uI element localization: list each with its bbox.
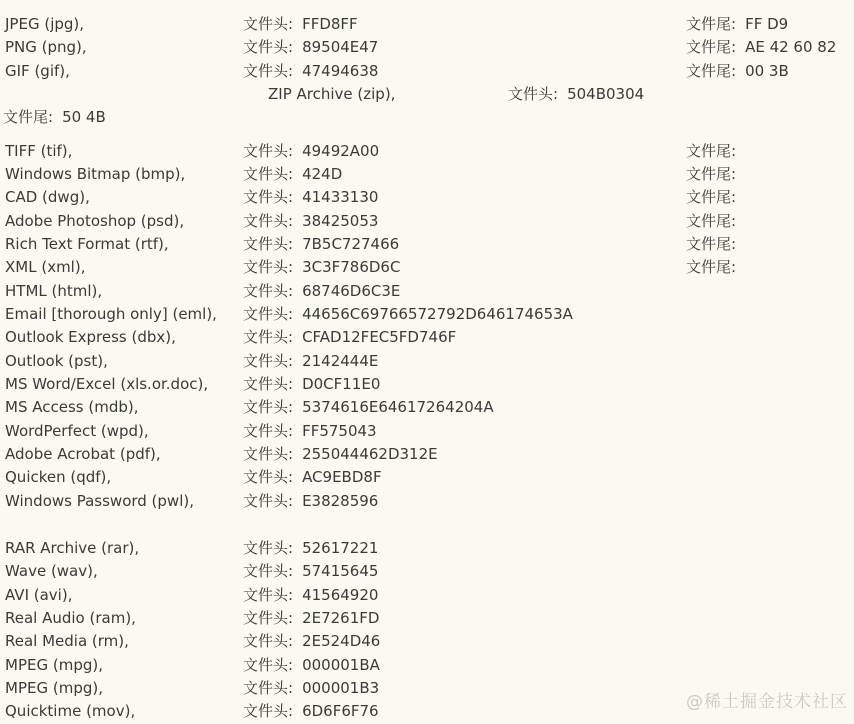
file-header-cell <box>243 654 380 677</box>
file-header-cell <box>243 396 494 419</box>
file-header-cell <box>243 560 378 583</box>
table-row <box>0 607 854 630</box>
table-row <box>0 60 854 83</box>
file-tail-cell <box>686 36 836 59</box>
file-header-cell <box>243 677 379 700</box>
format-name-text: Real Audio (ram), <box>5 608 136 627</box>
file-header-value: 424D <box>302 164 343 183</box>
format-name <box>5 60 70 83</box>
file-header-cell <box>243 36 378 59</box>
format-name <box>268 83 395 106</box>
file-tail-label: 文件尾: <box>686 61 737 80</box>
format-name <box>5 700 135 723</box>
file-tail-value: 00 3B <box>745 61 789 80</box>
file-header-cell <box>243 584 378 607</box>
format-name <box>5 326 176 349</box>
file-tail-label: 文件尾: <box>686 141 737 160</box>
file-header-cell <box>243 326 456 349</box>
file-header-value: 41433130 <box>302 188 379 207</box>
format-name <box>5 466 111 489</box>
format-name <box>5 654 103 677</box>
format-name <box>5 443 161 466</box>
format-name <box>5 677 103 700</box>
file-header-value: 2142444E <box>302 351 379 370</box>
file-signature-table <box>0 13 854 724</box>
file-tail-cell <box>686 60 789 83</box>
format-name <box>5 537 139 560</box>
table-row <box>0 36 854 59</box>
table-row <box>0 280 854 303</box>
table-row <box>0 560 854 583</box>
format-name-text: Real Media (rm), <box>5 632 129 651</box>
file-header-label: 文件头: <box>243 258 294 277</box>
table-row <box>0 420 854 443</box>
file-header-cell <box>243 420 377 443</box>
file-header-value: 68746D6C3E <box>302 281 401 300</box>
format-name <box>5 233 169 256</box>
file-header-label: 文件头: <box>243 188 294 207</box>
format-name <box>5 13 84 36</box>
file-tail-label: 文件尾: <box>686 164 737 183</box>
file-header-cell <box>243 280 400 303</box>
table-row <box>0 106 854 129</box>
table-row <box>0 83 854 106</box>
file-header-value: 44656C69766572792D646174653A <box>302 304 573 323</box>
section <box>0 140 854 513</box>
file-header-value: CFAD12FEC5FD746F <box>302 328 457 347</box>
format-name <box>5 607 136 630</box>
file-header-label: 文件头: <box>243 678 294 697</box>
file-header-label: 文件头: <box>243 304 294 323</box>
table-row <box>0 186 854 209</box>
table-row <box>0 537 854 560</box>
file-header-value: 41564920 <box>302 585 379 604</box>
file-header-label: 文件头: <box>243 15 294 33</box>
table-row <box>0 210 854 233</box>
table-row <box>0 630 854 653</box>
file-header-cell <box>243 466 382 489</box>
table-row <box>0 303 854 326</box>
format-name-text: RAR Archive (rar), <box>5 538 140 557</box>
format-name-text: TIFF (tif), <box>5 141 73 160</box>
file-header-value: 7B5C727466 <box>302 234 400 253</box>
watermark: @稀土掘金技术社区 <box>686 692 848 712</box>
file-header-label: 文件头: <box>243 585 294 604</box>
file-tail-label: 文件尾: <box>686 188 737 207</box>
format-name-text: HTML (html), <box>5 281 103 300</box>
format-name-text: Wave (wav), <box>5 562 98 581</box>
table-row <box>0 140 854 163</box>
format-name-text: AVI (avi), <box>5 585 73 604</box>
file-tail-cell <box>686 140 736 163</box>
format-name <box>5 186 90 209</box>
format-name-text: WordPerfect (wpd), <box>5 421 149 440</box>
format-name-text: Quicktime (mov), <box>5 702 136 721</box>
file-header-label: 文件头: <box>243 444 294 463</box>
table-row <box>0 443 854 466</box>
file-header-cell <box>243 140 379 163</box>
file-header-label: 文件头: <box>243 351 294 370</box>
file-tail-value: AE 42 60 82 <box>745 38 837 57</box>
file-header-value: 255044462D312E <box>302 444 438 463</box>
file-header-value: FFD8FF <box>302 15 358 33</box>
format-name-text: MS Access (mdb), <box>5 398 139 417</box>
file-tail-cell <box>686 210 736 233</box>
format-name-text: Adobe Acrobat (pdf), <box>5 444 161 463</box>
format-name <box>5 303 217 326</box>
format-name-text: Windows Password (pwl), <box>5 491 194 510</box>
table-row <box>0 584 854 607</box>
file-header-cell <box>243 630 380 653</box>
format-name-text: CAD (dwg), <box>5 188 90 207</box>
file-header-cell <box>243 13 358 36</box>
format-name <box>5 560 98 583</box>
file-tail-cell <box>686 163 736 186</box>
file-header-cell <box>243 256 400 279</box>
table-row <box>0 654 854 677</box>
file-header-label: 文件头: <box>243 211 294 230</box>
file-tail-cell <box>686 13 788 36</box>
file-header-label: 文件头: <box>243 538 294 557</box>
format-name <box>5 210 184 233</box>
file-header-value: FF575043 <box>302 421 377 440</box>
file-header-value: 000001BA <box>302 655 380 674</box>
file-header-label: 文件头: <box>243 328 294 347</box>
format-name <box>5 490 194 513</box>
file-header-label: 文件头: <box>243 281 294 300</box>
file-header-label: 文件头: <box>243 61 294 80</box>
file-header-value: AC9EBD8F <box>302 468 382 487</box>
file-header-cell <box>243 490 378 513</box>
file-header-label: 文件头: <box>243 398 294 417</box>
file-tail-label: 文件尾: <box>686 38 737 57</box>
file-header-label: 文件头: <box>243 234 294 253</box>
format-name-text: GIF (gif), <box>5 61 70 80</box>
file-header-value: 504B0304 <box>567 84 645 103</box>
format-name-text: ZIP Archive (zip), <box>268 84 396 103</box>
table-row <box>0 256 854 279</box>
format-name-text: MPEG (mpg), <box>5 655 103 674</box>
table-row <box>0 466 854 489</box>
file-header-label: 文件头: <box>243 468 294 487</box>
table-row <box>0 373 854 396</box>
file-header-label: 文件头: <box>243 632 294 651</box>
file-tail-label: 文件尾: <box>686 211 737 230</box>
file-header-cell <box>243 60 378 83</box>
file-header-label: 文件头: <box>243 374 294 393</box>
format-name <box>5 256 85 279</box>
file-header-cell <box>243 210 378 233</box>
file-header-label: 文件头: <box>243 608 294 627</box>
file-tail-label: 文件尾: <box>686 234 737 253</box>
table-row <box>0 13 854 36</box>
file-header-cell <box>243 537 378 560</box>
file-header-value: 2E524D46 <box>302 632 381 651</box>
file-header-label: 文件头: <box>243 421 294 440</box>
format-name <box>5 36 87 59</box>
file-header-cell <box>243 303 573 326</box>
file-tail-label: 文件尾: <box>3 108 54 127</box>
file-header-cell <box>243 700 379 723</box>
table-row <box>0 326 854 349</box>
file-header-value: 49492A00 <box>302 141 380 160</box>
file-header-label: 文件头: <box>243 141 294 160</box>
file-tail-cell <box>686 256 736 279</box>
format-name-text: Quicken (qdf), <box>5 468 112 487</box>
file-header-value: 38425053 <box>302 211 379 230</box>
format-name <box>5 163 185 186</box>
file-header-label: 文件头: <box>243 655 294 674</box>
section <box>0 13 854 130</box>
format-name-text: Outlook (pst), <box>5 351 108 370</box>
file-header-value: 57415645 <box>302 562 379 581</box>
file-header-value: E3828596 <box>302 491 379 510</box>
format-name-text: MS Word/Excel (xls.or.doc), <box>5 374 209 393</box>
file-tail-cell <box>3 106 106 129</box>
table-row <box>0 350 854 373</box>
file-header-cell <box>243 443 438 466</box>
format-name <box>5 280 102 303</box>
file-tail-value: 50 4B <box>62 108 106 127</box>
file-header-cell <box>243 607 379 630</box>
format-name-text: MPEG (mpg), <box>5 678 103 697</box>
file-header-value: 6D6F6F76 <box>302 702 379 721</box>
file-header-label: 文件头: <box>243 38 294 57</box>
format-name <box>5 140 72 163</box>
file-tail-cell <box>686 233 736 256</box>
file-header-value: 52617221 <box>302 538 379 557</box>
format-name-text: PNG (png), <box>5 38 87 57</box>
format-name <box>5 373 208 396</box>
file-header-label: 文件头: <box>243 702 294 721</box>
file-header-value: 2E7261FD <box>302 608 380 627</box>
file-header-cell <box>243 350 378 373</box>
file-tail-label: 文件尾: <box>686 15 737 33</box>
format-name-text: Rich Text Format (rtf), <box>5 234 169 253</box>
format-name-text: XML (xml), <box>5 258 86 277</box>
format-name <box>5 584 72 607</box>
format-name-text: Outlook Express (dbx), <box>5 328 176 347</box>
table-row <box>0 396 854 419</box>
table-row <box>0 163 854 186</box>
format-name-text: Windows Bitmap (bmp), <box>5 164 186 183</box>
format-name-text: JPEG (jpg), <box>5 15 85 33</box>
file-tail-value: FF D9 <box>745 15 789 33</box>
table-row <box>0 490 854 513</box>
file-header-cell <box>243 373 380 396</box>
format-name-text: Adobe Photoshop (psd), <box>5 211 185 230</box>
file-tail-cell <box>686 186 736 209</box>
file-header-cell <box>243 186 378 209</box>
file-header-label: 文件头: <box>243 164 294 183</box>
file-header-cell <box>243 233 399 256</box>
file-header-value: 89504E47 <box>302 38 379 57</box>
format-name-text: Email [thorough only] (eml), <box>5 304 217 323</box>
file-tail-label: 文件尾: <box>686 258 737 277</box>
file-header-value: 47494638 <box>302 61 379 80</box>
format-name <box>5 350 108 373</box>
file-header-value: 5374616E64617264204A <box>302 398 494 417</box>
file-header-label: 文件头: <box>243 491 294 510</box>
format-name <box>5 420 149 443</box>
file-header-value: D0CF11E0 <box>302 374 381 393</box>
table-row <box>0 233 854 256</box>
file-header-value: 000001B3 <box>302 678 380 697</box>
format-name <box>5 630 129 653</box>
file-header-label: 文件头: <box>243 562 294 581</box>
file-header-label: 文件头: <box>508 84 559 103</box>
format-name <box>5 396 138 419</box>
file-header-value: 3C3F786D6C <box>302 258 401 277</box>
file-header-cell <box>508 83 644 106</box>
file-header-cell <box>243 163 342 186</box>
